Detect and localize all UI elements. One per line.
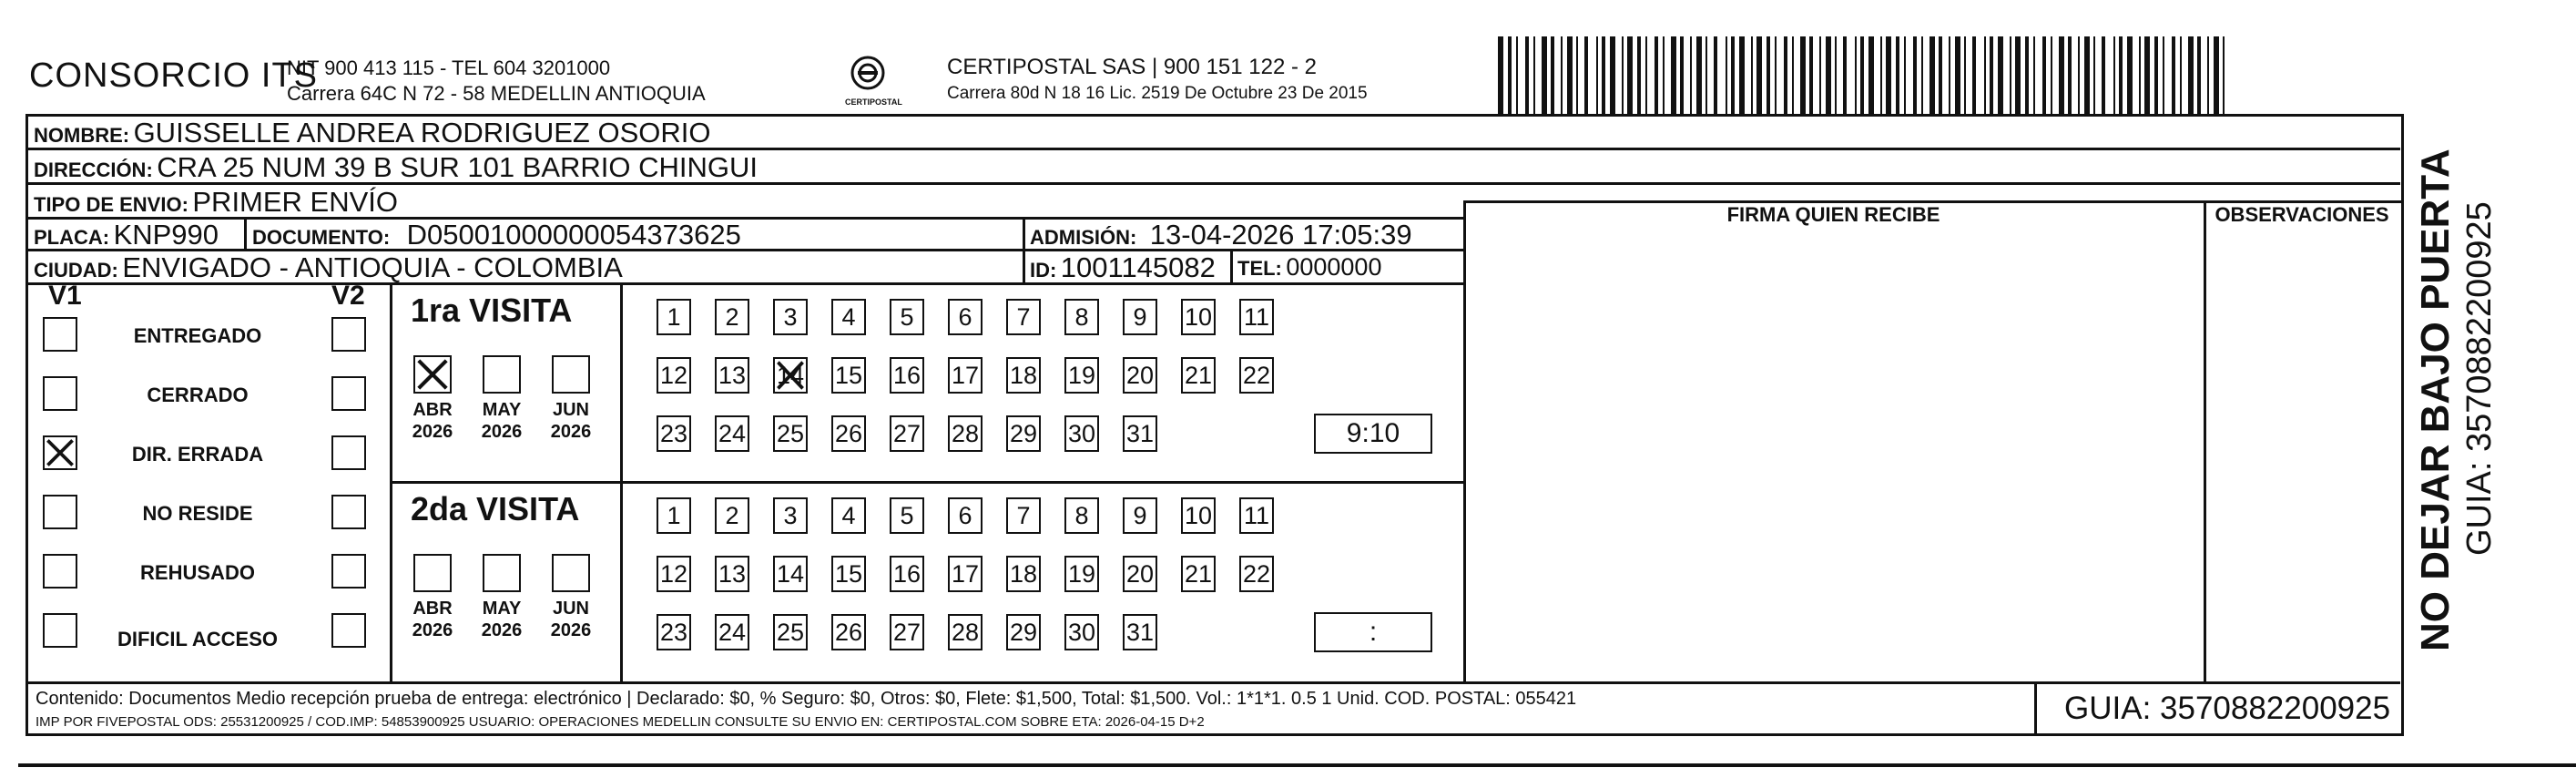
day-box[interactable]: 23 (657, 614, 691, 650)
day-box[interactable]: 2 (715, 299, 749, 335)
v2-checkbox[interactable] (331, 495, 366, 529)
signature-header: FIRMA QUIEN RECIBE (1726, 203, 1940, 226)
day-box[interactable]: 4 (831, 299, 866, 335)
carrier-info: CERTIPOSTAL SAS | 900 151 122 - 2 (947, 55, 1317, 79)
status-label: DIFICIL ACCESO (117, 628, 278, 650)
month-checkbox[interactable] (483, 554, 521, 592)
company-address: Carrera 64C N 72 - 58 MEDELLIN ANTIOQUIA (287, 82, 706, 105)
plate-field: PLACA: KNP990 (34, 219, 219, 251)
city-value: ENVIGADO - ANTIOQUIA - COLOMBIA (122, 251, 623, 283)
id-value: 1001145082 (1060, 251, 1216, 283)
day-box[interactable]: 9 (1123, 497, 1157, 534)
company-name: CONSORCIO ITS (29, 56, 319, 95)
observations-header: OBSERVACIONES (2215, 203, 2389, 226)
day-box[interactable]: 18 (1006, 357, 1041, 394)
month-checkbox[interactable] (552, 355, 590, 394)
day-box[interactable]: 26 (831, 415, 866, 452)
day-box[interactable]: 1 (657, 497, 691, 534)
admission-value: 13-04-2026 17:05:39 (1149, 219, 1412, 251)
day-box[interactable]: 17 (948, 357, 983, 394)
footer-guia: GUIA: 3570882200925 (2064, 691, 2391, 726)
city-field: CIUDAD: ENVIGADO - ANTIOQUIA - COLOMBIA (34, 251, 623, 283)
day-box[interactable]: 20 (1123, 357, 1157, 394)
day-box[interactable]: 14 (773, 556, 808, 592)
day-box[interactable]: 27 (890, 415, 924, 452)
admission-field: ADMISIÓN: 13-04-2026 17:05:39 (1030, 219, 1412, 251)
day-box[interactable]: 21 (1181, 556, 1216, 592)
plate-value: KNP990 (113, 219, 219, 251)
v1-checkbox[interactable] (43, 495, 77, 529)
day-box[interactable]: 19 (1064, 556, 1099, 592)
guide-form (25, 114, 2404, 736)
day-box[interactable]: 15 (831, 556, 866, 592)
time-box[interactable]: 9:10 (1314, 414, 1432, 454)
day-box[interactable]: 22 (1239, 357, 1274, 394)
day-box[interactable]: 2 (715, 497, 749, 534)
day-box[interactable]: 29 (1006, 415, 1041, 452)
day-box[interactable]: 6 (948, 299, 983, 335)
day-box[interactable]: 20 (1123, 556, 1157, 592)
day-box[interactable]: 16 (890, 556, 924, 592)
day-box[interactable]: 7 (1006, 497, 1041, 534)
day-box[interactable]: 4 (831, 497, 866, 534)
status-label: NO RESIDE (142, 502, 253, 525)
v1-checkbox[interactable] (43, 376, 77, 411)
day-box[interactable]: 30 (1064, 614, 1099, 650)
month-label: JUN 2026 (550, 400, 592, 442)
name-field: NOMBRE: GUISSELLE ANDREA RODRIGUEZ OSORIO (34, 117, 711, 148)
month-label: ABR 2026 (412, 400, 453, 442)
day-box[interactable]: 21 (1181, 357, 1216, 394)
v2-header: V2 (331, 281, 365, 311)
shipping-type: PRIMER ENVÍO (192, 186, 399, 218)
day-box[interactable]: 3 (773, 497, 808, 534)
day-box[interactable]: 6 (948, 497, 983, 534)
v2-checkbox[interactable] (331, 376, 366, 411)
day-box[interactable]: 8 (1064, 497, 1099, 534)
v1-header: V1 (48, 281, 82, 311)
company-nit: NIT 900 413 115 - TEL 604 3201000 (287, 56, 611, 79)
footer-contents: Contenido: Documentos Medio recepción prueba de entrega: electrónico | Declarado: $0, % Seguro: $0, Otros: $0, Flete: $1,500, Total: $1,500. Vol.: 1*1*1. 0.5 1 Unid. COD. POSTAL: 055421 (36, 689, 1577, 709)
day-box[interactable]: 25 (773, 415, 808, 452)
status-label: DIR. ERRADA (131, 443, 264, 466)
recipient-name: GUISSELLE ANDREA RODRIGUEZ OSORIO (133, 117, 711, 148)
day-box[interactable]: 25 (773, 614, 808, 650)
day-box[interactable]: 14 (773, 357, 808, 394)
day-box[interactable]: 10 (1181, 299, 1216, 335)
day-box[interactable]: 5 (890, 299, 924, 335)
footer-printing: IMP POR FIVEPOSTAL ODS: 25531200925 / COD.IMP: 54853900925 USUARIO: OPERACIONES MEDELLIN CONSULTE SU ENVIO EN: CERTIPOSTAL.COM SOBRE ETA: 2026-04-15 D+2 (36, 714, 1205, 730)
day-box[interactable]: 24 (715, 614, 749, 650)
day-box[interactable]: 5 (890, 497, 924, 534)
v1-checkbox[interactable] (43, 613, 77, 648)
day-box[interactable]: 7 (1006, 299, 1041, 335)
v2-checkbox[interactable] (331, 554, 366, 589)
month-label: MAY 2026 (481, 400, 523, 442)
shipping-type-field: TIPO DE ENVIO: PRIMER ENVÍO (34, 186, 399, 218)
month-label: ABR 2026 (412, 599, 453, 640)
month-checkbox[interactable] (413, 355, 452, 394)
v2-checkbox[interactable] (331, 613, 366, 648)
barcode (1498, 36, 2226, 117)
day-box[interactable]: 3 (773, 299, 808, 335)
status-label: CERRADO (147, 384, 249, 406)
month-checkbox[interactable] (413, 554, 452, 592)
day-box[interactable]: 29 (1006, 614, 1041, 650)
day-box[interactable]: 9 (1123, 299, 1157, 335)
carrier-license: Carrera 80d N 18 16 Lic. 2519 De Octubre 23 De 2015 (947, 84, 1368, 103)
day-box[interactable]: 10 (1181, 497, 1216, 534)
time-box[interactable]: : (1314, 612, 1432, 652)
month-checkbox[interactable] (483, 355, 521, 394)
day-box[interactable]: 12 (657, 556, 691, 592)
day-box[interactable]: 19 (1064, 357, 1099, 394)
day-box[interactable]: 18 (1006, 556, 1041, 592)
day-box[interactable]: 22 (1239, 556, 1274, 592)
v1-checkbox[interactable] (43, 554, 77, 589)
day-box[interactable]: 13 (715, 556, 749, 592)
certipostal-logo: CERTIPOSTAL (845, 53, 891, 107)
address-field: DIRECCIÓN: CRA 25 NUM 39 B SUR 101 BARRIO CHINGUI (34, 151, 759, 183)
day-box[interactable]: 16 (890, 357, 924, 394)
bottom-rule (18, 763, 2576, 767)
day-box[interactable]: 23 (657, 415, 691, 452)
month-label: JUN 2026 (550, 599, 592, 640)
day-box[interactable]: 28 (948, 415, 983, 452)
v1-checkbox[interactable] (43, 435, 77, 470)
day-box[interactable]: 15 (831, 357, 866, 394)
visit-title: 1ra VISITA (411, 292, 573, 329)
v1-checkbox[interactable] (43, 317, 77, 352)
status-label: ENTREGADO (133, 324, 262, 347)
day-box[interactable]: 12 (657, 357, 691, 394)
day-box[interactable]: 31 (1123, 614, 1157, 650)
day-box[interactable]: 8 (1064, 299, 1099, 335)
v2-checkbox[interactable] (331, 317, 366, 352)
day-box[interactable]: 31 (1123, 415, 1157, 452)
id-field: ID: 1001145082 (1030, 251, 1216, 283)
day-box[interactable]: 11 (1239, 299, 1274, 335)
side-guia: GUIA: 3570882200925 (2460, 201, 2499, 556)
recipient-address: CRA 25 NUM 39 B SUR 101 BARRIO CHINGUI (157, 151, 759, 183)
day-box[interactable]: 13 (715, 357, 749, 394)
month-label: MAY 2026 (481, 599, 523, 640)
document-value: D05001000000054373625 (406, 219, 741, 251)
month-checkbox[interactable] (552, 554, 590, 592)
day-box[interactable]: 26 (831, 614, 866, 650)
document-field: DOCUMENTO: D05001000000054373625 (252, 219, 741, 251)
day-box[interactable]: 17 (948, 556, 983, 592)
visit-title: 2da VISITA (411, 490, 580, 527)
status-label: REHUSADO (140, 561, 255, 584)
day-box[interactable]: 11 (1239, 497, 1274, 534)
tel-field: TEL: 0000000 (1237, 253, 1382, 281)
v2-checkbox[interactable] (331, 435, 366, 470)
day-box[interactable]: 24 (715, 415, 749, 452)
tel-value: 0000000 (1286, 253, 1382, 281)
no-under-door-warning: NO DEJAR BAJO PUERTA (2413, 148, 2458, 651)
day-box[interactable]: 30 (1064, 415, 1099, 452)
day-box[interactable]: 1 (657, 299, 691, 335)
day-box[interactable]: 27 (890, 614, 924, 650)
day-box[interactable]: 28 (948, 614, 983, 650)
